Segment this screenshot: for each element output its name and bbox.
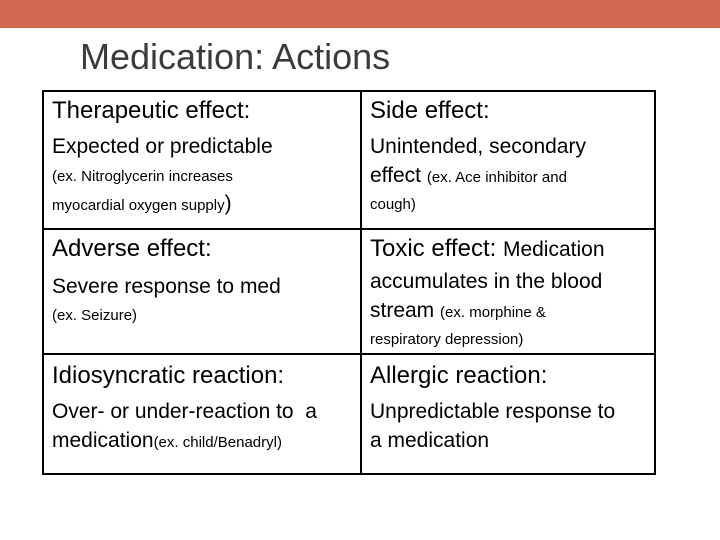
medication-actions-table: [42, 90, 656, 475]
toxic-effect-body-word: stream: [370, 299, 435, 322]
toxic-effect-heading: Toxic effect:: [370, 235, 497, 262]
idiosyncratic-reaction-heading: Idiosyncratic reaction:: [52, 362, 285, 389]
allergic-reaction-body: [370, 397, 656, 455]
idiosyncratic-reaction-body: [52, 397, 360, 457]
idiosyncratic-reaction-cell: [44, 355, 362, 473]
therapeutic-effect-example: [52, 163, 360, 219]
therapeutic-example-close: ): [224, 192, 232, 215]
therapeutic-example-line1: (ex. Nitroglycerin increases: [52, 168, 233, 185]
slide-title: Medication: Actions: [80, 36, 391, 77]
therapeutic-effect-body: Expected or predictable: [52, 135, 273, 158]
side-effect-heading: Side effect:: [370, 97, 490, 124]
allergic-body-line1: Unpredictable response to: [370, 400, 616, 423]
therapeutic-effect-heading: Therapeutic effect:: [52, 97, 251, 124]
side-effect-cell: [362, 92, 656, 230]
idiosyncratic-body-word: medication: [52, 429, 154, 452]
side-effect-body: [370, 132, 656, 192]
side-effect-example-line2: cough): [370, 196, 416, 213]
toxic-effect-heading-tail: Medication: [502, 238, 605, 261]
adverse-effect-example: (ex. Seizure): [52, 307, 138, 324]
side-effect-body-line1: Unintended, secondary: [370, 135, 586, 158]
adverse-effect-cell: [44, 230, 362, 355]
toxic-effect-body: [370, 267, 656, 327]
allergic-reaction-heading: Allergic reaction:: [370, 362, 548, 389]
toxic-effect-example-inline: (ex. morphine &: [440, 304, 546, 321]
therapeutic-effect-cell: [44, 92, 362, 230]
idiosyncratic-body-line1: Over- or under-reaction to a: [52, 400, 317, 423]
adverse-effect-body: Severe response to med: [52, 275, 281, 298]
allergic-reaction-cell: [362, 355, 656, 473]
top-accent-bar: [0, 0, 720, 28]
allergic-body-line2: a medication: [370, 429, 490, 452]
toxic-effect-body-line1: accumulates in the blood: [370, 270, 603, 293]
toxic-effect-cell: [362, 230, 656, 355]
idiosyncratic-example: (ex. child/Benadryl): [153, 434, 282, 451]
adverse-effect-heading: Adverse effect:: [52, 235, 212, 262]
side-effect-body-word: effect: [370, 164, 421, 187]
toxic-effect-example-line2: respiratory depression): [370, 331, 524, 348]
side-effect-example-inline: (ex. Ace inhibitor and: [426, 169, 567, 186]
therapeutic-example-line2: myocardial oxygen supply: [52, 197, 225, 214]
